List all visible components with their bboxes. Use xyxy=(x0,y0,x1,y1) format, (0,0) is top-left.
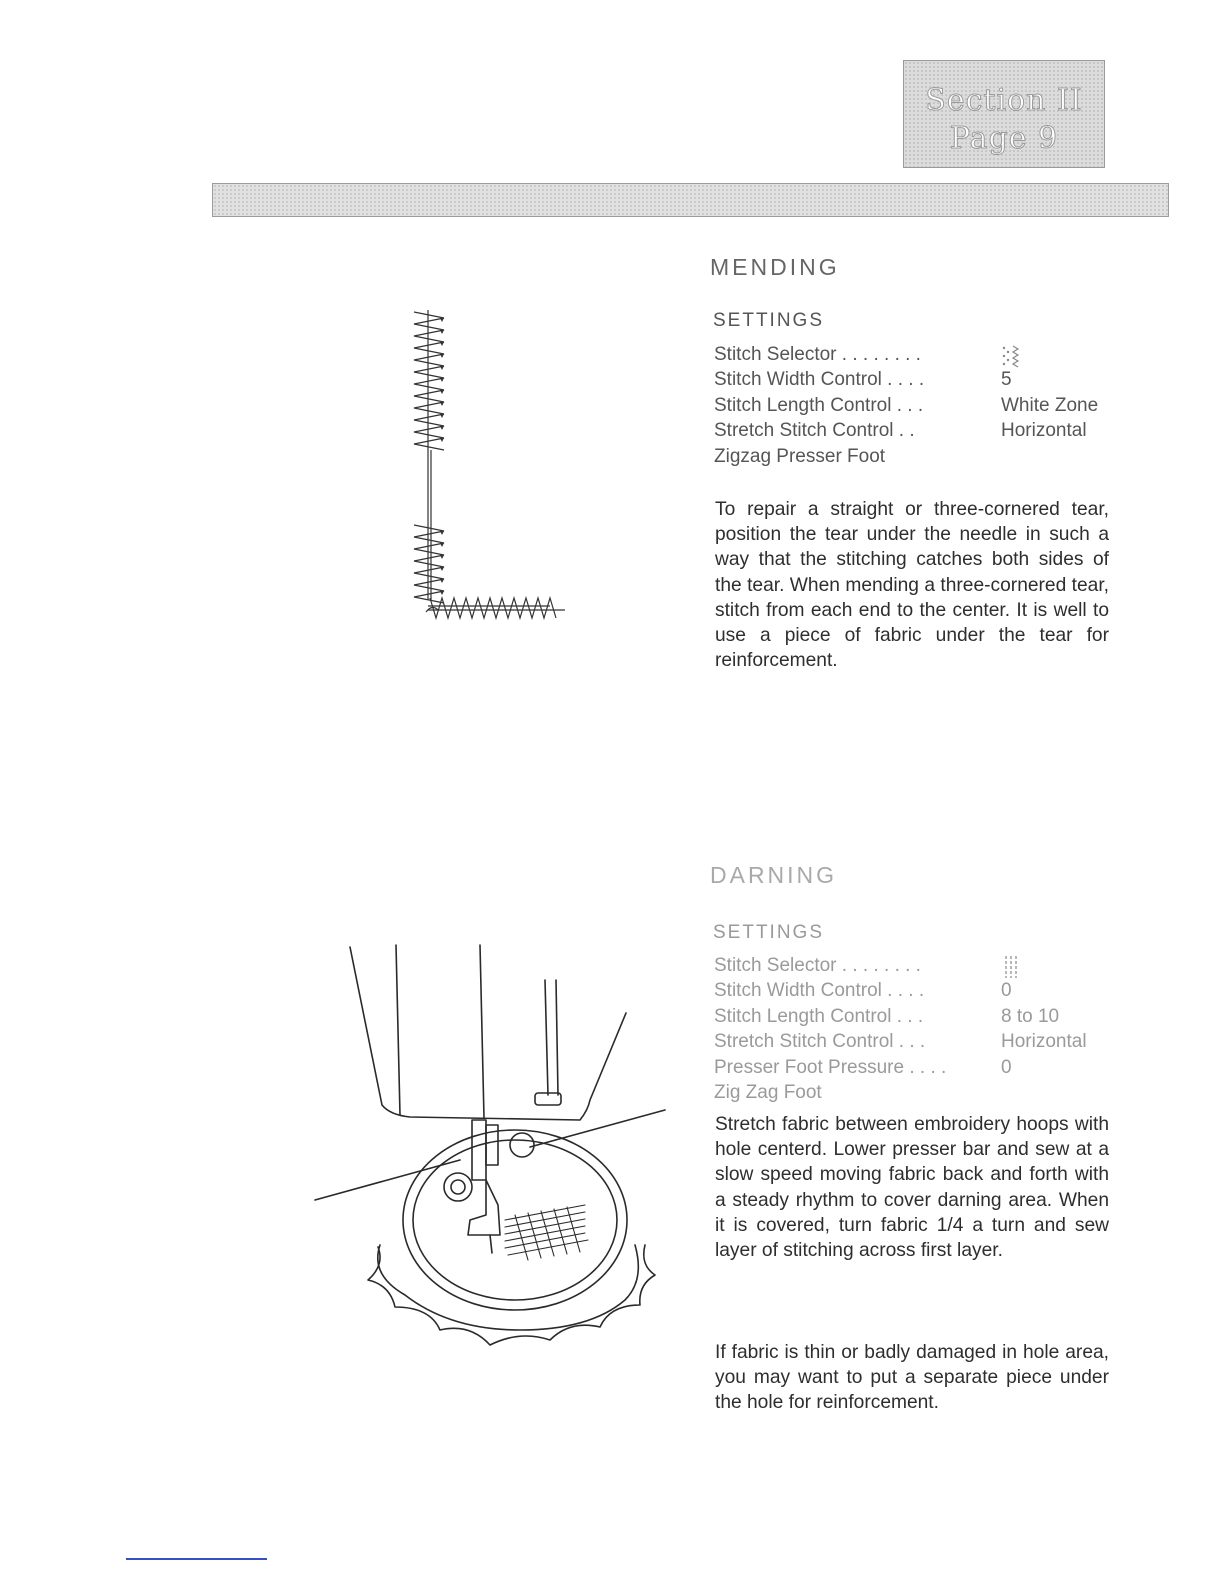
setting-value: White Zone xyxy=(1001,394,1099,416)
multi-stitch-zigzag-icon xyxy=(1001,344,1021,368)
settings-row xyxy=(714,955,1134,980)
settings-row xyxy=(714,980,1134,1005)
page-label: Page 9 xyxy=(949,121,1059,156)
mending-tear-illustration xyxy=(400,300,580,645)
settings-row xyxy=(714,1082,1134,1107)
setting-value: 5 xyxy=(1001,369,1012,391)
darning-settings-title: SETTINGS xyxy=(713,922,825,943)
mending-heading: MENDING xyxy=(710,254,840,280)
mending-settings-list xyxy=(714,344,1134,471)
straight-stitch-icon xyxy=(1001,955,1021,979)
settings-row xyxy=(714,395,1134,420)
section-page-tab xyxy=(903,60,1105,168)
setting-label: Stitch Length Control . . . xyxy=(714,394,924,416)
settings-row xyxy=(714,1031,1134,1056)
darning-hoop-illustration xyxy=(300,935,680,1355)
setting-value: 0 xyxy=(1001,1056,1012,1078)
settings-row xyxy=(714,446,1134,471)
setting-value: Horizontal xyxy=(1001,420,1087,442)
darning-reinforcement-note: If fabric is thin or badly damaged in hole area, you may want to put a separate piece under the hole for reinforcement. xyxy=(715,1342,1109,1414)
settings-row xyxy=(714,1006,1134,1031)
mending-settings-title: SETTINGS xyxy=(713,310,825,331)
settings-row xyxy=(714,420,1134,445)
setting-label: Zig Zag Foot xyxy=(714,1081,822,1103)
setting-label: Stitch Selector . . . . . . . . xyxy=(714,955,921,976)
setting-label: Stitch Length Control . . . xyxy=(714,1005,924,1027)
setting-label: Zigzag Presser Foot xyxy=(714,445,886,467)
setting-label: Stitch Width Control . . . . xyxy=(714,369,925,391)
setting-label: Stitch Selector . . . . . . . . xyxy=(714,344,921,365)
setting-label: Stretch Stitch Control . . xyxy=(714,420,915,442)
setting-label: Presser Foot Pressure . . . . xyxy=(714,1056,947,1078)
mending-instructions: To repair a straight or three-cornered tear, position the tear under the needle in such a way that the stitching catches both sides of the tear. When mending a three-cornered tear, stitch from each end to the center. It is well to use a piece of fabric under the tear for reinforcement. xyxy=(715,499,1109,672)
section-label: Section II xyxy=(925,83,1083,118)
darning-heading: DARNING xyxy=(710,862,838,888)
settings-row xyxy=(714,369,1134,394)
setting-value: 8 to 10 xyxy=(1001,1005,1060,1027)
footer-rule xyxy=(126,1558,267,1560)
setting-value: 0 xyxy=(1001,980,1012,1002)
settings-row xyxy=(714,1057,1134,1082)
setting-value: Horizontal xyxy=(1001,1031,1087,1053)
setting-label: Stitch Width Control . . . . xyxy=(714,980,925,1002)
stitch-selector-value xyxy=(1001,955,1021,979)
darning-settings-list xyxy=(714,955,1134,1107)
stitch-selector-value xyxy=(1001,344,1021,368)
settings-row xyxy=(714,344,1134,369)
darning-instructions: Stretch fabric between embroidery hoops with hole centerd. Lower presser bar and sew at a slow speed moving fabric back and forth with a steady rhythm to cover darning area. When it is covered, turn fabric 1/4 a turn and sew layer of stitching across first layer. xyxy=(715,1114,1109,1262)
header-band xyxy=(212,183,1169,217)
setting-label: Stretch Stitch Control . . . xyxy=(714,1031,926,1053)
